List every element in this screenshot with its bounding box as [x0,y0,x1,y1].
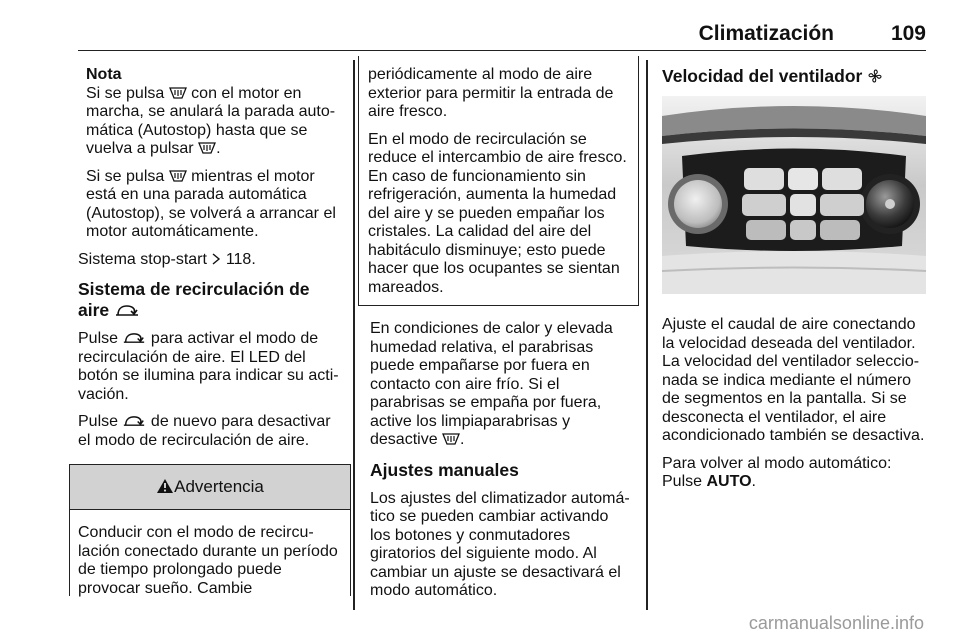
warning-icon [156,478,174,494]
column-1 [78,66,340,596]
warning-box-continued [358,56,639,306]
paragraph: En condiciones de calor y elevada humedad relativa, el parabrisas puede empañarse por fuera en contacto con aire frío. Si el parabrisas se empaña por fuera, active los limpiaparabrisas y desactive . [370,320,613,448]
paragraph: Los ajustes del climatizador automático se pueden cambiar activando los botones y conmutadores giratorios del siguiente modo. Al cambiar un ajuste se desactivará el modo automático. [370,489,630,599]
warning-text: periódicamente al modo de aire exterior para permitir la entrada de aire fresco. [368,66,614,120]
note-paragraph: Si se pulsa mientras el motor está en una parada automática (Autostop), se volverá a arrancar el motor automáticamente. [86,167,336,240]
recirculation-icon [114,304,140,318]
page-title: Climatización [698,22,834,45]
watermark: carmanualsonline.info [748,613,924,633]
note-title: Nota [86,66,122,83]
paragraph: Ajuste el caudal de aire conectando la velocidad deseada del ventilador. La velocidad del ventilador seleccionada se indica mediante el número de segmentos en la pantalla. Si se desconecta el ventilador, el aire acondicionado también se desactiva. [662,316,925,444]
auto-button-label: AUTO [706,473,752,490]
ac-icon [169,86,187,100]
column-2 [370,66,632,610]
note-block [78,66,340,242]
ac-icon [198,141,216,155]
warning-text: En el modo de recirculación se reduce el intercambio de aire fresco. En caso de funcionamiento sin refrigeración, aumenta la humedad del aire y se pueden empañar los cristales. La calidad del aire del habitáculo disminuye; esto puede hacer que los ocupantes se sientan mareados. [368,130,627,296]
column-3 [662,66,928,501]
warning-box [69,464,351,596]
recirculation-icon [122,332,146,345]
paragraph: Para volver al modo automático: Pulse AUTO. [662,454,892,490]
paragraph: Pulse de nuevo para desactivar el modo de recirculación de aire. [78,413,331,449]
ac-icon [442,432,460,446]
section-heading-recirculation: Sistema de recirculación de aire [78,279,310,320]
recirculation-icon [122,415,146,428]
cross-reference[interactable]: Sistema stop-start 118. [78,250,256,268]
arrow-ref-icon [211,252,221,266]
page-header [78,22,926,51]
warning-title: Advertencia [174,477,264,496]
section-heading-manual: Ajustes manuales [370,459,519,480]
warning-header [70,465,350,510]
warning-text: Conducir con el modo de recirculación conectado durante un período de tiempo prolongado puede provocar sueño. Cambie [78,524,338,597]
column-divider [353,60,355,610]
ac-icon [169,169,187,183]
section-heading-fan: Velocidad del ventilador [662,66,928,87]
fan-icon [867,68,883,84]
climate-control-panel-photo [662,96,926,294]
page-number: 109 [890,22,926,45]
note-paragraph: Si se pulsa con el motor en marcha, se anulará la parada automática (Autostop) hasta que se vuelva a pulsar . [86,84,336,157]
paragraph: Pulse para activar el modo de recirculación de aire. El LED del botón se ilumina para indicar su activación. [78,330,339,403]
column-divider [646,60,648,610]
